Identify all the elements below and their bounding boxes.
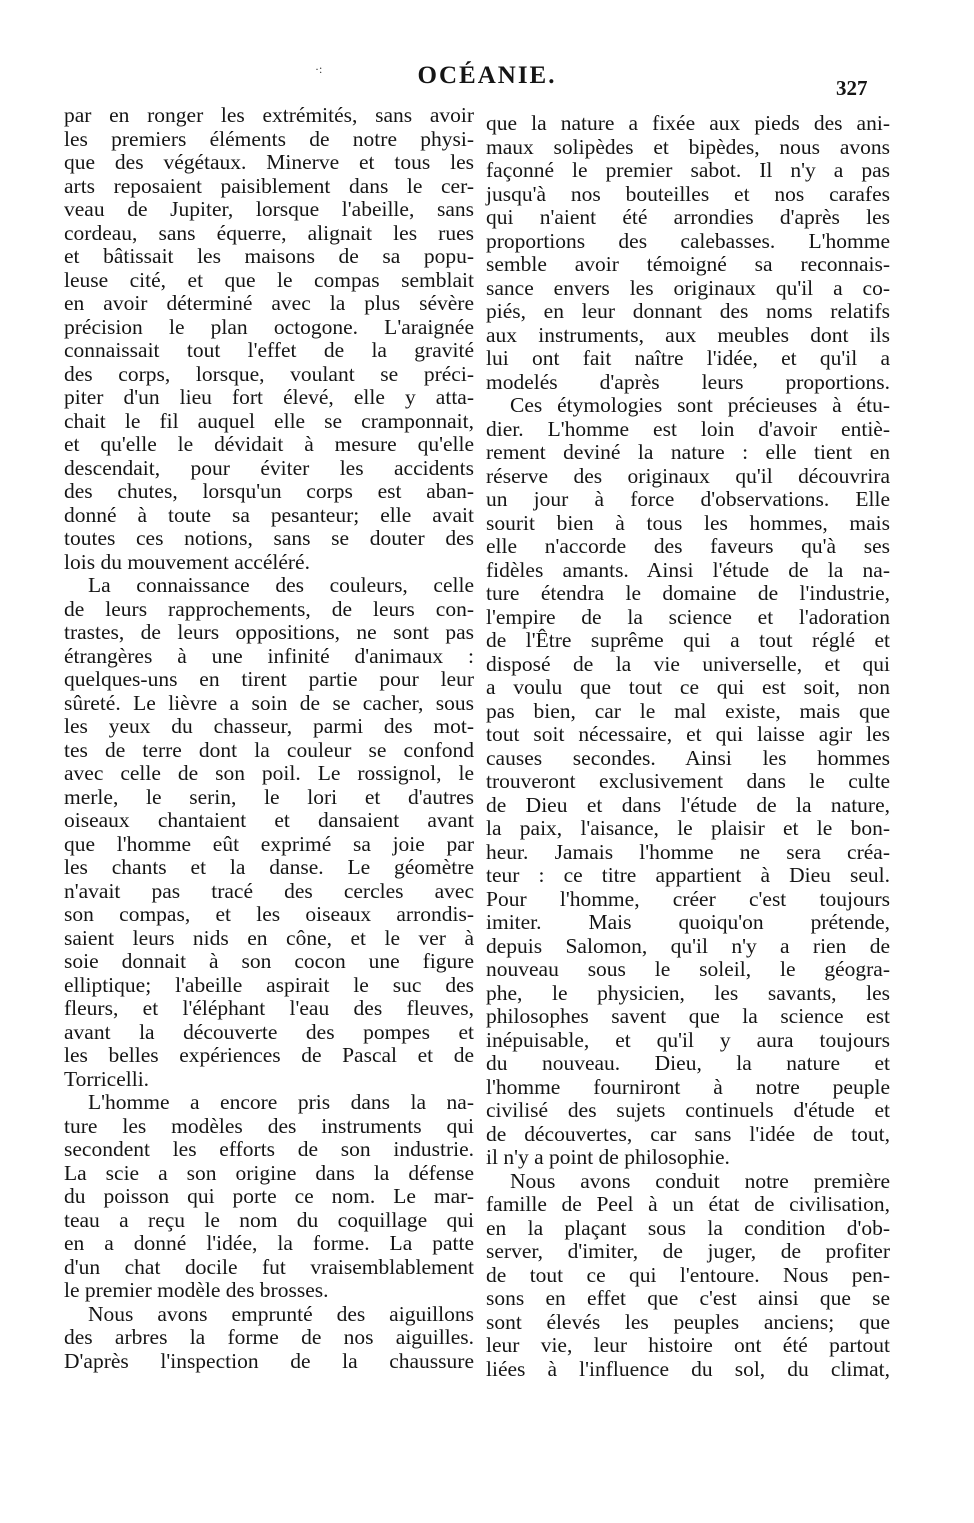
text-line: veau de Jupiter, lorsque l'abeille, sans [64, 197, 474, 221]
text-line: imiter. Mais quoiqu'on prétende, [486, 910, 890, 934]
text-line: la paix, l'aisance, le plaisir et le bon- [486, 816, 890, 840]
text-line: réserve des originaux qu'il découvrira [486, 463, 890, 488]
page-number: 327 [836, 76, 868, 100]
text-line: nouveau sous le soleil, le géogra- [486, 957, 890, 981]
text-line: trastes, de leurs oppositions, ne sont pas [64, 620, 474, 644]
right-column [486, 112, 890, 1381]
text-line: elliptique; l'abeille aspirait le suc des [64, 972, 474, 997]
text-line: et qu'elle le dévidait à mesure qu'elle [64, 432, 474, 456]
text-line: donné à toute sa pesanteur; elle avait [64, 502, 474, 527]
text-line: Nous avons emprunté des aiguillons [88, 1301, 474, 1326]
text-line: Nous avons conduit notre première [510, 1168, 890, 1193]
text-line: descendait, pour éviter les accidents [64, 455, 474, 480]
text-line: les belles expériences de Pascal et de [64, 1043, 474, 1067]
text-line: des arbres la forme de nos aiguilles. [64, 1325, 474, 1349]
text-line: rement deviné la nature : elle tient en [486, 440, 890, 464]
text-line: les premiers éléments de notre physi- [64, 126, 474, 151]
text-line: tout soit nécessaire, et qui laisse agir les [486, 722, 890, 746]
text-line: Torricelli. [64, 1066, 150, 1091]
text-line: en la plaçant sous la condition d'ob- [486, 1215, 890, 1240]
text-line: en a donné l'idée, la forme. La patte [64, 1231, 474, 1255]
text-line: piés, en leur donnant des noms relatifs [486, 299, 890, 323]
text-line: civilisé des sujets continuels d'étude et [486, 1098, 890, 1122]
text-line: de leurs rapprochements, de leurs con- [64, 596, 474, 621]
text-line: heur. Jamais l'homme ne sera créa- [486, 839, 890, 864]
running-header-title: OCÉANIE. [417, 62, 557, 89]
text-line: les chants et la danse. Le géomètre [64, 855, 474, 879]
text-line: avant la découverte des pompes et [64, 1019, 474, 1044]
text-line: La scie a son origine dans la défense [64, 1160, 474, 1185]
text-line: server, d'imiter, de juger, de profiter [486, 1239, 890, 1263]
text-line: proportions des calebasses. L'homme [486, 228, 890, 253]
text-line: il n'y a point de philosophie. [486, 1145, 730, 1169]
text-line: le premier modèle des brosses. [64, 1278, 329, 1302]
text-line: l'empire de la science et l'adoration [486, 604, 890, 629]
text-line: teur : ce titre appartient à Dieu seul. [486, 863, 890, 887]
text-line: saient leurs nids en cône, et le ver à [64, 925, 474, 950]
text-line: tes de terre dont la couleur se confond [64, 737, 474, 762]
text-line: cordeau, sans équerre, alignait les rues [64, 220, 474, 245]
text-line: famille de Peel à un état de civilisation, [486, 1192, 890, 1216]
text-line: les yeux du chasseur, parmi des mot- [64, 714, 474, 738]
text-line: de découvertes, car sans l'idée de tout, [486, 1121, 890, 1146]
text-line: teau a reçu le nom du coquillage qui [64, 1207, 474, 1232]
text-line: aux instruments, aux meubles dont ils [486, 322, 890, 347]
text-line: piter d'un lieu fort élevé, elle y atta- [64, 385, 474, 409]
text-line: étrangères à une infinité d'animaux : [64, 643, 474, 668]
text-line: dier. L'homme est loin d'avoir entiè- [486, 416, 890, 441]
text-line: des chutes, lorsqu'un corps est aban- [64, 479, 474, 503]
text-line: causes secondes. Ainsi les hommes [486, 745, 890, 770]
text-line: avec celle de son poil. Le rossignol, le [64, 761, 474, 785]
text-line: La connaissance des couleurs, celle [88, 573, 474, 597]
text-line: depuis Salomon, qu'il n'y a rien de [486, 933, 890, 958]
ornament-mark: ·: [315, 62, 323, 76]
text-line: et bâtissait les maisons de sa popu- [64, 244, 474, 268]
text-line: leur vie, leur histoire ont été partout [486, 1333, 890, 1357]
text-line: sûreté. Le lièvre a soin de se cacher, sous [64, 690, 474, 715]
text-line: modelés d'après leurs proportions. [486, 369, 890, 394]
text-line: merle, le serin, le lori et d'autres [64, 784, 474, 809]
text-line: disposé de la vie universelle, et qui [486, 651, 890, 676]
text-line: qui n'aient été arrondies d'après les [486, 205, 890, 229]
text-line: sance envers les originaux qu'il a co- [486, 275, 890, 300]
text-line: a voulu que tout ce qui est soit, non [486, 675, 890, 699]
text-line: elle n'accorde des faveurs qu'à ses [486, 534, 890, 558]
text-line: par en ronger les extrémités, sans avoir [64, 103, 474, 127]
text-line: secondent les efforts de son industrie. [64, 1137, 474, 1161]
text-line: un jour à force d'observations. Elle [486, 487, 890, 511]
text-line: de Dieu et dans l'étude de la nature, [486, 792, 890, 817]
text-line: sont élevés les peuples anciens; que [486, 1309, 890, 1334]
left-column [64, 104, 474, 1373]
text-line: Ces étymologies sont précieuses à étu- [510, 393, 890, 417]
text-line: que l'homme eût exprimé sa joie par [64, 831, 474, 856]
text-line: n'avait pas tracé des cercles avec [64, 878, 474, 903]
text-line: d'un chat docile fut vraisemblablement [64, 1254, 474, 1279]
text-line: son compas, et les oiseaux arrondis- [64, 902, 474, 926]
text-line: connaissait tout l'effet de la gravité [64, 338, 474, 362]
text-line: ture étendra le domaine de l'industrie, [486, 581, 890, 605]
text-line: pas bien, car le mal existe, mais que [486, 698, 890, 723]
text-line: l'homme fourniront à notre peuple [486, 1074, 890, 1099]
text-line: soie donnait à son cocon une figure [64, 949, 474, 973]
text-line: que des végétaux. Minerve et tous les [64, 150, 474, 174]
text-line: en avoir déterminé avec la plus sévère [64, 291, 474, 315]
text-line: philosophes savent que la science est [486, 1004, 890, 1028]
text-line: Pour l'homme, créer c'est toujours [486, 886, 890, 911]
text-line: liées à l'influence du sol, du climat, [486, 1356, 890, 1381]
text-line: maux solipèdes et bipèdes, nous avons [486, 134, 890, 159]
text-line: toutes ces notions, sans se douter des [64, 526, 474, 550]
text-line: trouveront exclusivement dans le culte [486, 769, 890, 793]
text-line: des corps, lorsque, voulant se préci- [64, 361, 474, 386]
text-line: que la nature a fixée aux pieds des ani- [486, 111, 890, 135]
text-line: de tout ce qui l'entoure. Nous pen- [486, 1262, 890, 1287]
text-line: du nouveau. Dieu, la nature et [486, 1051, 890, 1075]
text-line: jusqu'à nos bouteilles et nos carafes [486, 181, 890, 206]
text-line: façonné le premier sabot. Il n'y a pas [486, 158, 890, 182]
text-line: de l'Être suprême qui a tout réglé et [486, 628, 890, 652]
text-line: oiseaux chantaient et dansaient avant [64, 808, 474, 832]
text-line: L'homme a encore pris dans la na- [88, 1090, 474, 1114]
text-line: phe, le physicien, les savants, les [486, 980, 890, 1005]
text-line: arts reposaient paisiblement dans le cer- [64, 173, 474, 198]
text-line: quelques-uns en tirent partie pour leur [64, 667, 474, 691]
text-line: leuse cité, et que le compas semblait [64, 267, 474, 292]
text-line: fidèles amants. Ainsi l'étude de la na- [486, 557, 890, 582]
text-line: sons en effet que c'est ainsi que se [486, 1286, 890, 1310]
text-line: du poisson qui porte ce nom. Le mar- [64, 1184, 474, 1208]
text-line: ture les modèles des instruments qui [64, 1113, 474, 1138]
text-line: lui ont fait naître l'idée, et qu'il a [486, 346, 890, 370]
text-line: inépuisable, et qu'il y aura toujours [486, 1027, 890, 1052]
text-line: fleurs, et l'éléphant l'eau des fleuves, [64, 996, 474, 1020]
text-line: chait le fil auquel elle se cramponnait, [64, 408, 474, 433]
text-line: lois du mouvement accéléré. [64, 549, 310, 574]
text-line: sourit bien à tous les hommes, mais [486, 510, 890, 535]
text-line: D'après l'inspection de la chaussure [64, 1348, 474, 1373]
text-line: semble avoir témoigné sa reconnais- [486, 252, 890, 276]
text-line: précision le plan octogone. L'araignée [64, 314, 474, 339]
